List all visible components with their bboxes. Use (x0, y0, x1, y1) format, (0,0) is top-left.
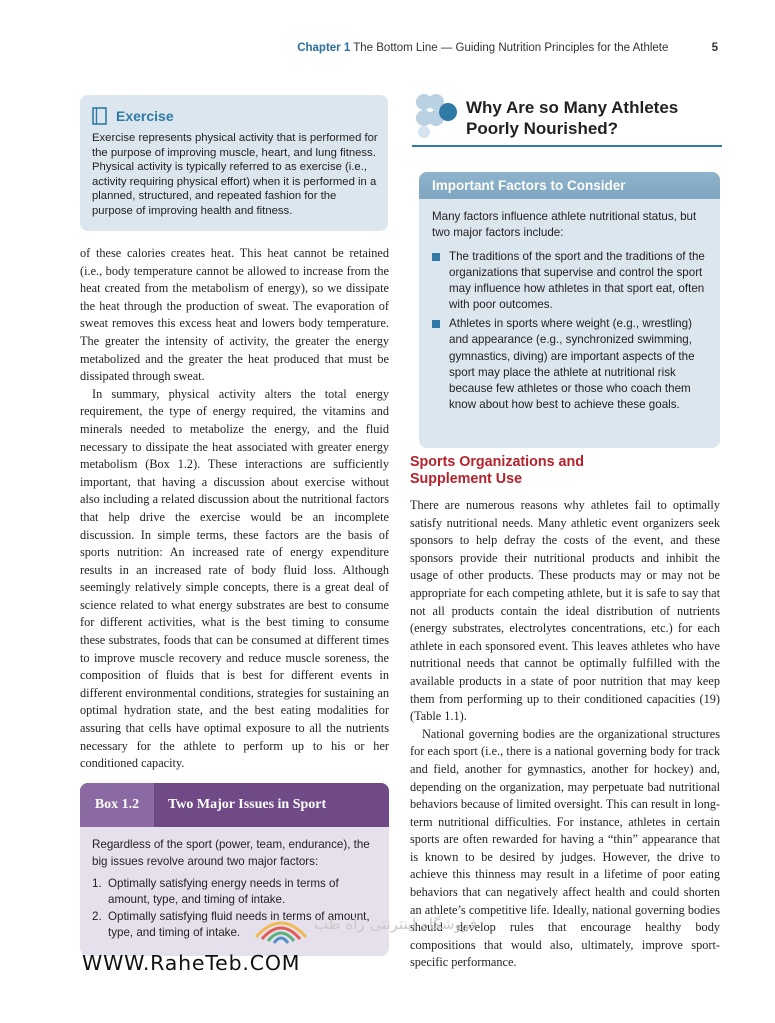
right-column-text (410, 497, 720, 972)
body-paragraph: There are numerous reasons why athletes fail to optimally satisfy nutritional needs. Many athletic event organizers seek sponsors to help defray the costs of the event, and these sponsors provide their nutritional products and inhibit the usage of other products. These products may or may not be appropriate for each competing athlete, but it is safe to say that not all products contain the ideal distribution of nutrients (energy substrates, electrolytes concentrations, etc.) for each athlete in each sponsored event. This leaves athletes who have nutritional needs that cannot be optimally fulfilled with the available products in a state of poor nutrition that may keep them from performing up to their conditioned capacities (19) (Table 1.1). (410, 498, 720, 724)
important-box-intro: Many factors influence athlete nutritional status, but two major factors include: (432, 210, 697, 239)
box-intro: Regardless of the sport (power, team, endurance), the big issues revolve around two major factors: (92, 838, 370, 868)
exercise-definition-box (80, 95, 388, 231)
square-bullet-icon (432, 320, 440, 328)
section-heading-sports (410, 454, 720, 487)
item-text: The traditions of the sport and the traditions of the organizations that supervise and control the sport may influence how athletes in that sport eat, often with poor outcomes. (449, 250, 705, 312)
section-dots-icon (412, 92, 460, 138)
section-title-line: Supplement Use (410, 470, 523, 487)
book-icon (92, 107, 108, 125)
exercise-box-text: Exercise represents physical activity that is performed for the purpose of improving muscle, heart, and lung fitness. Physical activity is typically referred to as exercise (i.e., activity requiring physical effort) when it is performed in a planned, structured, and repeated fashion for the purpose of improving health and fitness. (92, 132, 378, 217)
item-number: 1. (92, 877, 102, 891)
body-paragraph: of these calories creates heat. This heat cannot be retained (i.e., body temperature cannot be allowed to increase from the heat created from the metabolism of energy), so we dissipate the heat through the production of sweat. The evaporation of sweat removes this excess heat and lowers body temperature. The greater the intensity of activity, the greater the energy metabolized and the greater the heat produced that must be dissipated through sweat. (80, 246, 389, 384)
square-bullet-icon (432, 253, 440, 261)
important-box-title: Important Factors to Consider (419, 172, 720, 199)
section-title-line: Why Are so Many Athletes (466, 98, 679, 117)
item-text: Optimally satisfying fluid needs in terms of amount, type, and timing of intake. (108, 909, 370, 940)
item-text: Athletes in sports where weight (e.g., wrestling) and appearance (e.g., synchronized swimming, gymnastics, diving) are important aspects of the sport may place the athlete at nutritional risk because few athletes or those who coach them know about how best to achieve these goals. (449, 317, 695, 411)
box-title: Two Major Issues in Sport (168, 797, 327, 812)
section-title-line: Poorly Nourished? (466, 119, 619, 138)
watermark-logo-icon (250, 903, 312, 945)
item-text: Optimally satisfying energy needs in terms of amount, type, and timing of intake. (108, 877, 339, 907)
section-heading-why (412, 90, 722, 148)
list-item (432, 249, 708, 313)
watermark-arabic-text: فروشگاه اینترنتی راه طب (314, 915, 478, 933)
item-number: 2. (92, 909, 102, 923)
section-title-line: Sports Organizations and (410, 454, 584, 470)
section-title (466, 97, 678, 139)
important-factors-box (419, 172, 720, 448)
page-number: 5 (711, 42, 718, 54)
running-header (0, 42, 718, 54)
body-paragraph: National governing bodies are the organizational structures for each sport (i.e., there is a national governing body for track and field, another for gymnastics, another for hockey) and, depending on the organization, may perpetuate bad nutritional behaviors because of limited oversight. This can result in long-term nutritional difficulties. For instance, athletes in certain sports are often rewarded for having a “thin” appearance that is known to be desired by judges. However, the drive to achieve this thinness may result in a lifetime of poor eating behaviors that can negatively affect health and could shorten an athlete’s competitive life. Ideally, national governing bodies should develop rules that encourage healthy body compositions that would also, ultimately, improve sport-specific performance. (410, 726, 720, 970)
list-item (432, 316, 708, 413)
exercise-box-title: Exercise (116, 108, 174, 124)
chapter-label: Chapter 1 (297, 42, 351, 54)
exercise-box-header (92, 105, 378, 127)
body-paragraph: In summary, physical activity alters the total energy requirement, the type of energy required, the vitamins and minerals needed to metabolize the energy, and the fluid necessary to dissipate the heat associated with greater energy metabolism (Box 1.2). These interactions are sufficiently important, that having a discussion about exercise without also including a related discussion about the nutritional factors that help drive the exercise would be an incomplete discussion. In simple terms, these factors are the basis of sports nutrition: An increased rate of energy expenditure results in an increased rate of body fluid loss. Although seemingly relatively simple concepts, there is a great deal of science related to what energy substrates are best to consume for different activities, what is the best timing to consume these substrates, foods that can be consumed at different times to improve muscle recovery and reduce muscle soreness, the composition of fluids that is best for different events in different environmental conditions, strategies for sustaining an optimal hydration state, and the best eating modalities for assuring that cells have optimal exposure to all the nutrients necessary for the athlete to perform up to his or her conditioned capacity. (80, 386, 389, 771)
section-underline (412, 145, 722, 147)
list-item (92, 876, 379, 909)
chapter-title: The Bottom Line — Guiding Nutrition Principles for the Athlete (353, 42, 669, 54)
watermark-url: WWW.RaheTeb.COM (82, 951, 301, 975)
left-column-text (80, 245, 389, 773)
box-label: Box 1.2 (80, 783, 154, 827)
box-1-2-header (80, 783, 389, 827)
important-box-list (432, 249, 708, 413)
